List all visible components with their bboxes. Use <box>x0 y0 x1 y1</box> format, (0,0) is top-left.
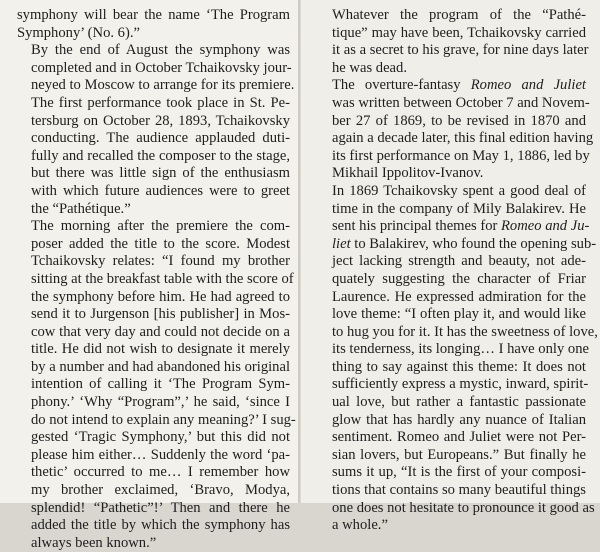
left-page <box>0 0 299 551</box>
text-line: sian lovers, but Europeans.” But finally he <box>332 446 586 463</box>
text-line: glow that has hardly any nuance of Italian <box>332 411 586 428</box>
text-line: liet to Balakirev, who found the opening sub- <box>332 235 597 252</box>
text-line: the “Pathétique.” <box>31 200 131 217</box>
text-line: by a number and had abandoned his original <box>31 358 290 375</box>
text-line: again a decade later, this final edition having <box>332 130 594 147</box>
text-line: ber 27 of 1869, to be revised in 1870 and <box>332 112 586 129</box>
paragraph <box>318 182 598 535</box>
text-line: added the title by which the symphony has <box>31 517 290 534</box>
paragraph <box>17 42 295 218</box>
text-line: it as a secret to his grave, for nine days later <box>332 42 589 59</box>
text-line: conducting. The audience applauded duti- <box>31 130 290 147</box>
text-line: fully and recalled the composer to the stage, <box>31 147 290 164</box>
text-line: ject lacking strength and beauty, not ade- <box>332 253 586 270</box>
text-line: neyed to Moscow to arrange for its premiere. <box>31 77 295 94</box>
paragraph <box>17 7 290 42</box>
text-line: love theme: “I often play it, and would like <box>332 306 586 323</box>
text-line: sentiment. Romeo and Juliet were not Per- <box>332 429 586 446</box>
paragraph <box>17 218 296 552</box>
text-line: intention of calling it ‘The Program Sym- <box>31 376 290 393</box>
text-line: gested ‘Tragic Symphony,’ but this did not <box>31 429 290 446</box>
text-line: was written between October 7 and Novem- <box>332 94 590 111</box>
text-line: tersburg on October 28, 1893, Tchaikovsky <box>31 112 290 129</box>
text-line: The overture-fantasy Romeo and Juliet <box>332 77 586 94</box>
text-line: tions that contains so many beautiful things <box>332 482 586 499</box>
text-line: In 1869 Tchaikovsky spent a good deal of <box>332 182 586 199</box>
text-line: ual love, but rather a fantastic passionate <box>332 394 586 411</box>
text-line: always been known.” <box>31 534 157 551</box>
text-line: time in the company of Mily Balakirev. He <box>332 200 586 217</box>
text-line: a whole.” <box>332 517 388 534</box>
text-line: but there was little sign of the enthusiasm <box>31 165 290 182</box>
text-line: By the end of August the symphony was <box>31 42 290 59</box>
text-line: phony.’ ‘Why “Program”,’ he said, ‘since I <box>31 394 290 411</box>
text-line: do not intend to explain any meaning?’ I sug- <box>31 411 296 428</box>
text-line: sums it up, “It is the first of your composi- <box>332 464 586 481</box>
text-line: cow that very day and could not decide on a <box>31 323 290 340</box>
text-line: thing to say against this theme: It does not <box>332 358 586 375</box>
text-line: Tchaikovsky relates: “I found my brother <box>31 253 290 270</box>
text-line: to hug you for it. It has the sweetness of love, <box>332 323 598 340</box>
text-line: The morning after the premiere the com- <box>31 218 290 235</box>
text-line: sitting at the breakfast table with the score of <box>31 270 294 287</box>
text-line: completed and in October Tchaikovsky jour- <box>31 59 292 76</box>
text-line: send it to Jurgenson [his publisher] in Mos- <box>31 306 290 323</box>
text-line: Whatever the program of the “Pathé- <box>332 7 586 23</box>
text-line: poser added the title to the score. Modest <box>31 235 290 252</box>
text-line: its first performance on May 1, 1886, led by <box>332 147 590 164</box>
paragraph <box>318 77 594 183</box>
text-line: thetic’ occurred to me… I remember how <box>31 464 290 481</box>
text-line: quately suggesting the character of Friar <box>332 270 586 287</box>
text-line: title. He did not wish to designate it merely <box>31 341 290 358</box>
right-page <box>301 0 600 534</box>
text-line: its tenderness, its longing… I have only one <box>332 341 589 358</box>
text-line: please him either… Suddenly the word ‘pa- <box>31 446 290 463</box>
text-line: Laurence. He expressed admiration for the <box>332 288 586 305</box>
text-line: the symphony before him. He had agreed to <box>31 288 290 305</box>
text-line: tique” may have been, Tchaikovsky carried <box>332 24 586 41</box>
text-line: my brother exclaimed, ‘Bravo, Modya, <box>31 482 290 499</box>
paragraph <box>318 7 589 77</box>
text-line: Mikhail Ippolitov-Ivanov. <box>332 165 484 182</box>
text-line: splendid! “Pathetic”!’ Then and there he <box>31 499 290 516</box>
text-line: with which future audiences were to greet <box>31 182 290 199</box>
text-line: symphony will bear the name ‘The Program <box>17 7 290 23</box>
text-line: Symphony’ (No. 6).” <box>17 24 140 41</box>
text-line: he was dead. <box>332 59 407 76</box>
text-line: one does not hesitate to pronounce it good as <box>332 499 595 516</box>
text-line: The first performance took place in St. Pe- <box>31 94 290 111</box>
text-line: sufficiently express a mystic, inward, spirit- <box>332 376 589 393</box>
text-line: sent his principal themes for Romeo and Ju- <box>332 218 590 235</box>
